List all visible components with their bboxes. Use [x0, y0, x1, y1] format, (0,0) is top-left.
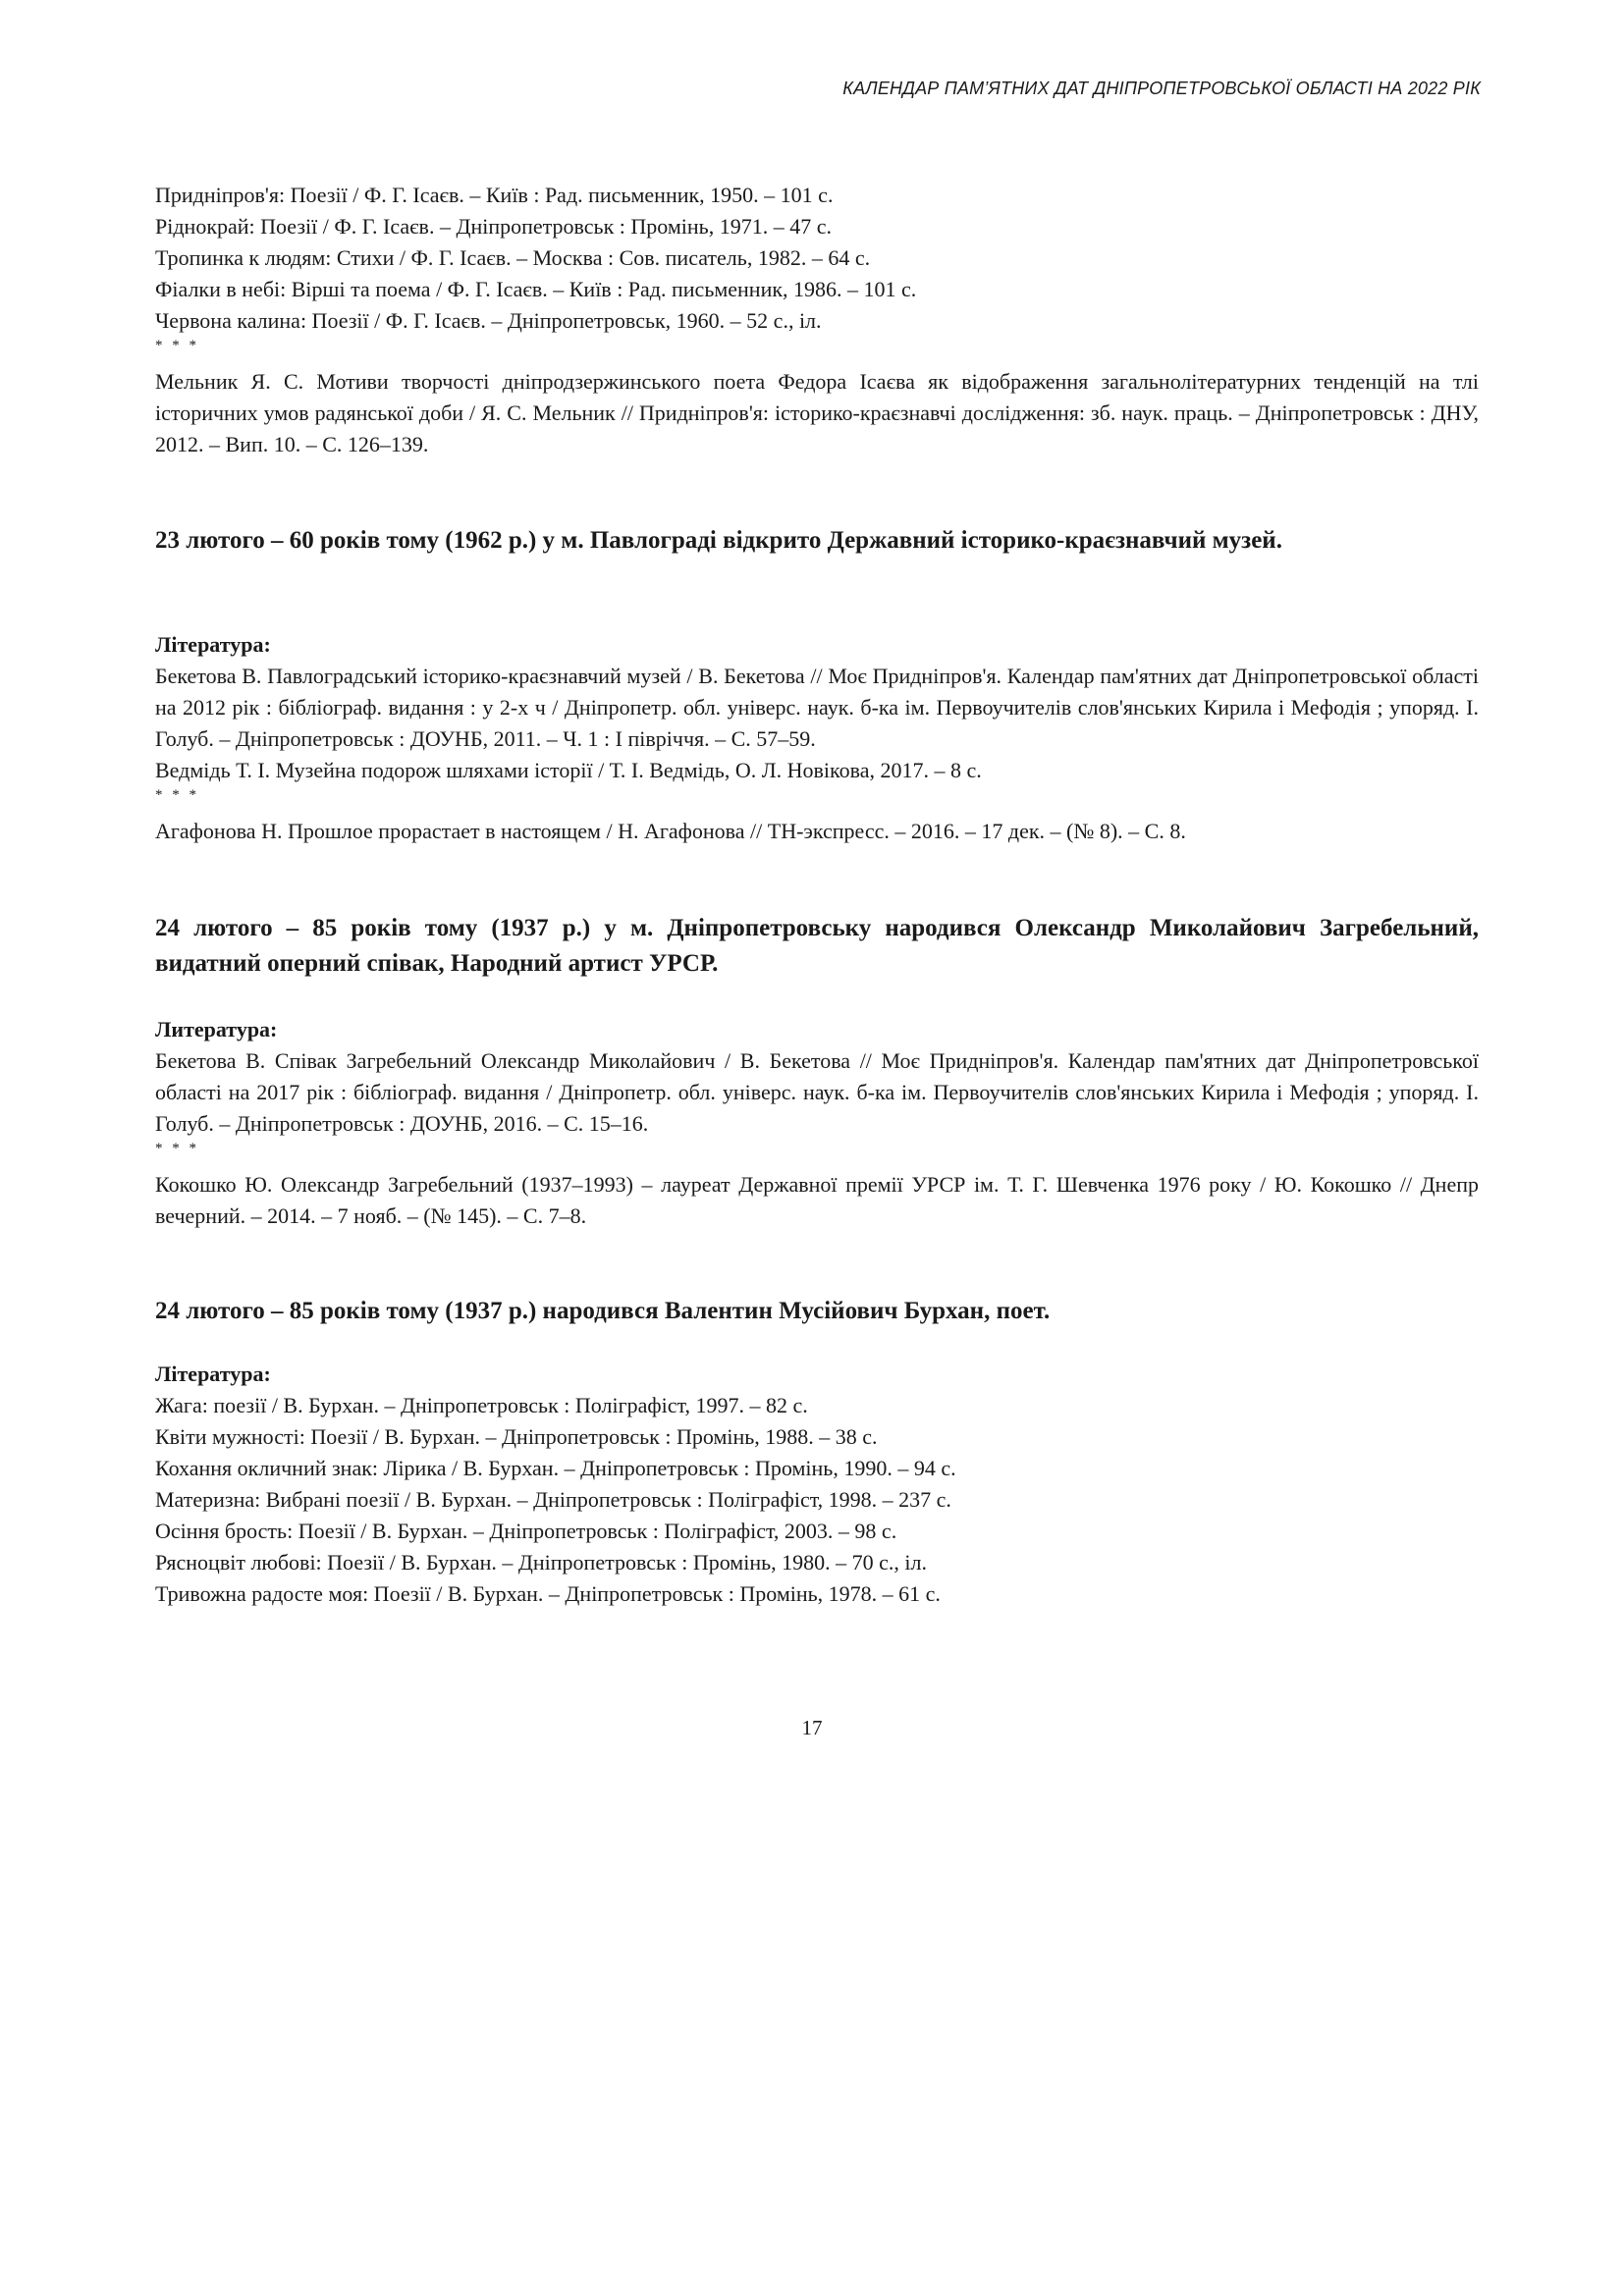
bibliography-item: Фіалки в небі: Вірші та поема / Ф. Г. Ісаєв. – Київ : Рад. письменник, 1986. – 101 с.: [155, 277, 917, 301]
separator-stars: * * *: [155, 1141, 199, 1156]
bibliography-item: Придніпров'я: Поезії / Ф. Г. Ісаєв. – Київ : Рад. письменник, 1950. – 101 с.: [155, 183, 834, 207]
separator-stars: * * *: [155, 338, 199, 353]
section-heading: 24 лютого – 85 років тому (1937 р.) у м. Дніпропетровську народився Олександр Миколайович Загребельний, видатний оперний співак, Народний артист УРСР.: [155, 915, 1479, 977]
section-isaev-continuation: [155, 180, 1479, 460]
bibliography-item: Бекетова В. Співак Загребельний Олександр Миколайович / В. Бекетова // Моє Придніпров'я. Календар пам'ятних дат Дніпропетровської області на 2017 рік : бібліограф. видання / Дніпропетр. обл. універс. наук. б-ка ім. Первоучителів слов'янських Кирила і Мефодія ; упоряд. І. Голуб. – Дніпропетровськ : ДОУНБ, 2016. – С. 15–16.: [155, 1048, 1479, 1136]
section-zagrebelny: [155, 911, 1479, 982]
bibliography-item: Квіти мужності: Поезії / В. Бурхан. – Дніпропетровськ : Промінь, 1988. – 38 с.: [155, 1424, 878, 1449]
section-burkhan-literature: [155, 1359, 1479, 1610]
bibliography-item: Червона калина: Поезії / Ф. Г. Ісаєв. – Дніпропетровськ, 1960. – 52 с., іл.: [155, 308, 822, 333]
bibliography-item: Бекетова В. Павлоградський історико-краєзнавчий музей / В. Бекетова // Моє Придніпров'я. Календар пам'ятних дат Дніпропетровської області на 2012 рік : бібліограф. видання : у 2-х ч / Дніпропетр. обл. універс. наук. б-ка ім. Первоучителів слов'янських Кирила і Мефодія ; упоряд. І. Голуб. – Дніпропетровськ : ДОУНБ, 2011. – Ч. 1 : І півріччя. – С. 57–59.: [155, 664, 1479, 751]
bibliography-item: Тропинка к людям: Стихи / Ф. Г. Ісаєв. – Москва : Сов. писатель, 1982. – 64 с.: [155, 245, 871, 270]
section-heading: 24 лютого – 85 років тому (1937 р.) народився Валентин Мусійович Бурхан, поет.: [155, 1298, 1051, 1324]
bibliography-item: Кокошко Ю. Олександр Загребельний (1937–1993) – лауреат Державної премії УРСР ім. Т. Г. Шевченка 1976 року / Ю. Кокошко // Днепр вечерний. – 2014. – 7 нояб. – (№ 145). – С. 7–8.: [155, 1172, 1479, 1228]
bibliography-item: Ведмідь Т. І. Музейна подорож шляхами історії / Т. І. Ведмідь, О. Л. Новікова, 2017. – 8 с.: [155, 758, 982, 782]
section-pavlohrad-literature: [155, 629, 1479, 847]
bibliography-item: Жага: поезії / В. Бурхан. – Дніпропетровськ : Поліграфіст, 1997. – 82 с.: [155, 1393, 808, 1417]
literature-label: Література:: [155, 632, 271, 657]
running-header: КАЛЕНДАР ПАМ’ЯТНИХ ДАТ ДНІПРОПЕТРОВСЬКОЇ ОБЛАСТІ НА 2022 РІК: [842, 79, 1481, 98]
bibliography-item: Кохання окличний знак: Лірика / В. Бурхан. – Дніпропетровськ : Промінь, 1990. – 94 с.: [155, 1456, 956, 1480]
bibliography-item: Материзна: Вибрані поезії / В. Бурхан. – Дніпропетровськ : Поліграфіст, 1998. – 237 с.: [155, 1487, 951, 1512]
bibliography-item: Ріднокрай: Поезії / Ф. Г. Ісаєв. – Дніпропетровськ : Промінь, 1971. – 47 с.: [155, 214, 832, 239]
section-pavlohrad-museum: [155, 523, 1479, 559]
literature-label: Література:: [155, 1362, 271, 1386]
page-number: 17: [801, 1716, 823, 1739]
literature-label: Литература:: [155, 1017, 278, 1041]
separator-stars: * * *: [155, 787, 199, 803]
bibliography-item: Тривожна радосте моя: Поезії / В. Бурхан. – Дніпропетровськ : Промінь, 1978. – 61 с.: [155, 1581, 941, 1606]
section-heading: 23 лютого – 60 років тому (1962 р.) у м. Павлограді відкрито Державний історико-краєзнавчий музей.: [155, 527, 1282, 554]
section-burkhan: [155, 1294, 1479, 1329]
bibliography-item: Осіння брость: Поезії / В. Бурхан. – Дніпропетровськ : Поліграфіст, 2003. – 98 с.: [155, 1519, 897, 1543]
bibliography-item: Рясноцвіт любові: Поезії / В. Бурхан. – Дніпропетровськ : Промінь, 1980. – 70 с., іл.: [155, 1550, 927, 1575]
section-zagrebelny-literature: [155, 1014, 1479, 1232]
bibliography-item: Агафонова Н. Прошлое прорастает в настоящем / Н. Агафонова // ТН-экспресс. – 2016. – 17 дек. – (№ 8). – С. 8.: [155, 819, 1186, 843]
bibliography-item: Мельник Я. С. Мотиви творчості дніпродзержинського поета Федора Ісаєва як відображення загальнолітературних тенденцій на тлі історичних умов радянської доби / Я. С. Мельник // Придніпров'я: історико-краєзнавчі дослідження: зб. наук. праць. – Дніпропетровськ : ДНУ, 2012. – Вип. 10. – С. 126–139.: [155, 369, 1479, 456]
